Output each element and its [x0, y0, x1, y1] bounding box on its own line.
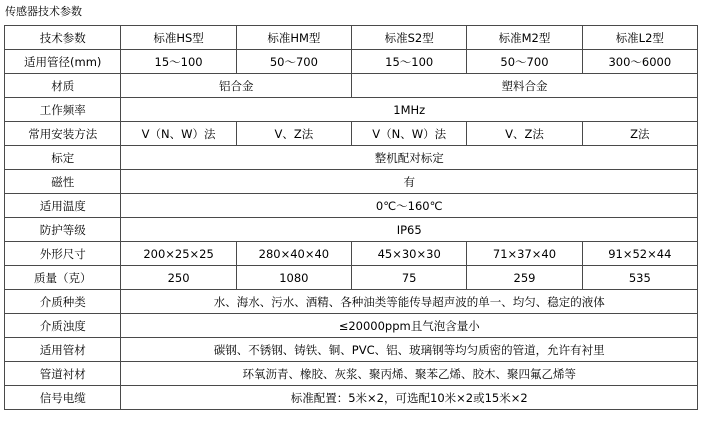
- table-cell: 铝合金: [121, 74, 352, 98]
- table-cell: 标准配置：5米×2，可选配10米×2或15米×2: [121, 386, 698, 410]
- table-row: [5, 338, 698, 362]
- table-row: [5, 194, 698, 218]
- table-cell: V（N、W）法: [121, 122, 236, 146]
- column-header-model-3: 标准S2型: [352, 26, 467, 50]
- table-row: [5, 74, 698, 98]
- row-label: 适用温度: [5, 194, 121, 218]
- row-label: 材质: [5, 74, 121, 98]
- row-label: 磁性: [5, 170, 121, 194]
- row-label: 标定: [5, 146, 121, 170]
- table-row: [5, 362, 698, 386]
- table-cell: 整机配对标定: [121, 146, 698, 170]
- row-label: 介质浊度: [5, 314, 121, 338]
- page-title: 传感器技术参数: [5, 5, 82, 18]
- table-cell: 75: [352, 266, 467, 290]
- row-label: 质量（克）: [5, 266, 121, 290]
- table-cell: 塑料合金: [352, 74, 698, 98]
- table-cell: 15～100: [352, 50, 467, 74]
- row-label: 管道衬材: [5, 362, 121, 386]
- table-cell: Z法: [582, 122, 697, 146]
- table-row: [5, 146, 698, 170]
- column-header-parameter: 技术参数: [5, 26, 121, 50]
- table-cell: 300～6000: [582, 50, 697, 74]
- table-cell: 71×37×40: [467, 242, 582, 266]
- table-cell: V、Z法: [467, 122, 582, 146]
- table-row: [5, 266, 698, 290]
- table-cell: IP65: [121, 218, 698, 242]
- table-row: [5, 386, 698, 410]
- table-cell: 259: [467, 266, 582, 290]
- column-header-model-5: 标准L2型: [582, 26, 697, 50]
- table-cell: 91×52×44: [582, 242, 697, 266]
- table-cell: 1080: [236, 266, 351, 290]
- row-label: 外形尺寸: [5, 242, 121, 266]
- row-label: 信号电缆: [5, 386, 121, 410]
- table-cell: 碳钢、不锈钢、铸铁、铜、PVC、铝、玻璃钢等均匀质密的管道，允许有衬里: [121, 338, 698, 362]
- spec-table-body: [5, 26, 698, 410]
- row-label: 防护等级: [5, 218, 121, 242]
- row-label: 适用管材: [5, 338, 121, 362]
- table-cell: 50～700: [236, 50, 351, 74]
- table-row: [5, 50, 698, 74]
- table-row: [5, 314, 698, 338]
- table-cell: 1MHz: [121, 98, 698, 122]
- table-cell: 50～700: [467, 50, 582, 74]
- table-row: [5, 98, 698, 122]
- table-row: [5, 290, 698, 314]
- table-cell: V（N、W）法: [352, 122, 467, 146]
- table-cell: 有: [121, 170, 698, 194]
- table-cell: 250: [121, 266, 236, 290]
- table-cell: V、Z法: [236, 122, 351, 146]
- table-row: [5, 122, 698, 146]
- table-row: [5, 170, 698, 194]
- table-cell: 535: [582, 266, 697, 290]
- column-header-model-2: 标准HM型: [236, 26, 351, 50]
- table-row: [5, 242, 698, 266]
- column-header-model-1: 标准HS型: [121, 26, 236, 50]
- table-cell: 环氧沥青、橡胶、灰浆、聚丙烯、聚苯乙烯、胶木、聚四氟乙烯等: [121, 362, 698, 386]
- table-row: [5, 218, 698, 242]
- table-cell: ≤20000ppm且气泡含量小: [121, 314, 698, 338]
- table-cell: 15～100: [121, 50, 236, 74]
- row-label: 介质种类: [5, 290, 121, 314]
- row-label: 常用安装方法: [5, 122, 121, 146]
- table-header-row: [5, 26, 698, 50]
- table-cell: 水、海水、污水、酒精、各种油类等能传导超声波的单一、均匀、稳定的液体: [121, 290, 698, 314]
- sensor-spec-table: [4, 25, 698, 410]
- row-label: 工作频率: [5, 98, 121, 122]
- table-cell: 0℃～160℃: [121, 194, 698, 218]
- column-header-model-4: 标准M2型: [467, 26, 582, 50]
- table-cell: 200×25×25: [121, 242, 236, 266]
- table-cell: 45×30×30: [352, 242, 467, 266]
- table-cell: 280×40×40: [236, 242, 351, 266]
- row-label: 适用管径(mm): [5, 50, 121, 74]
